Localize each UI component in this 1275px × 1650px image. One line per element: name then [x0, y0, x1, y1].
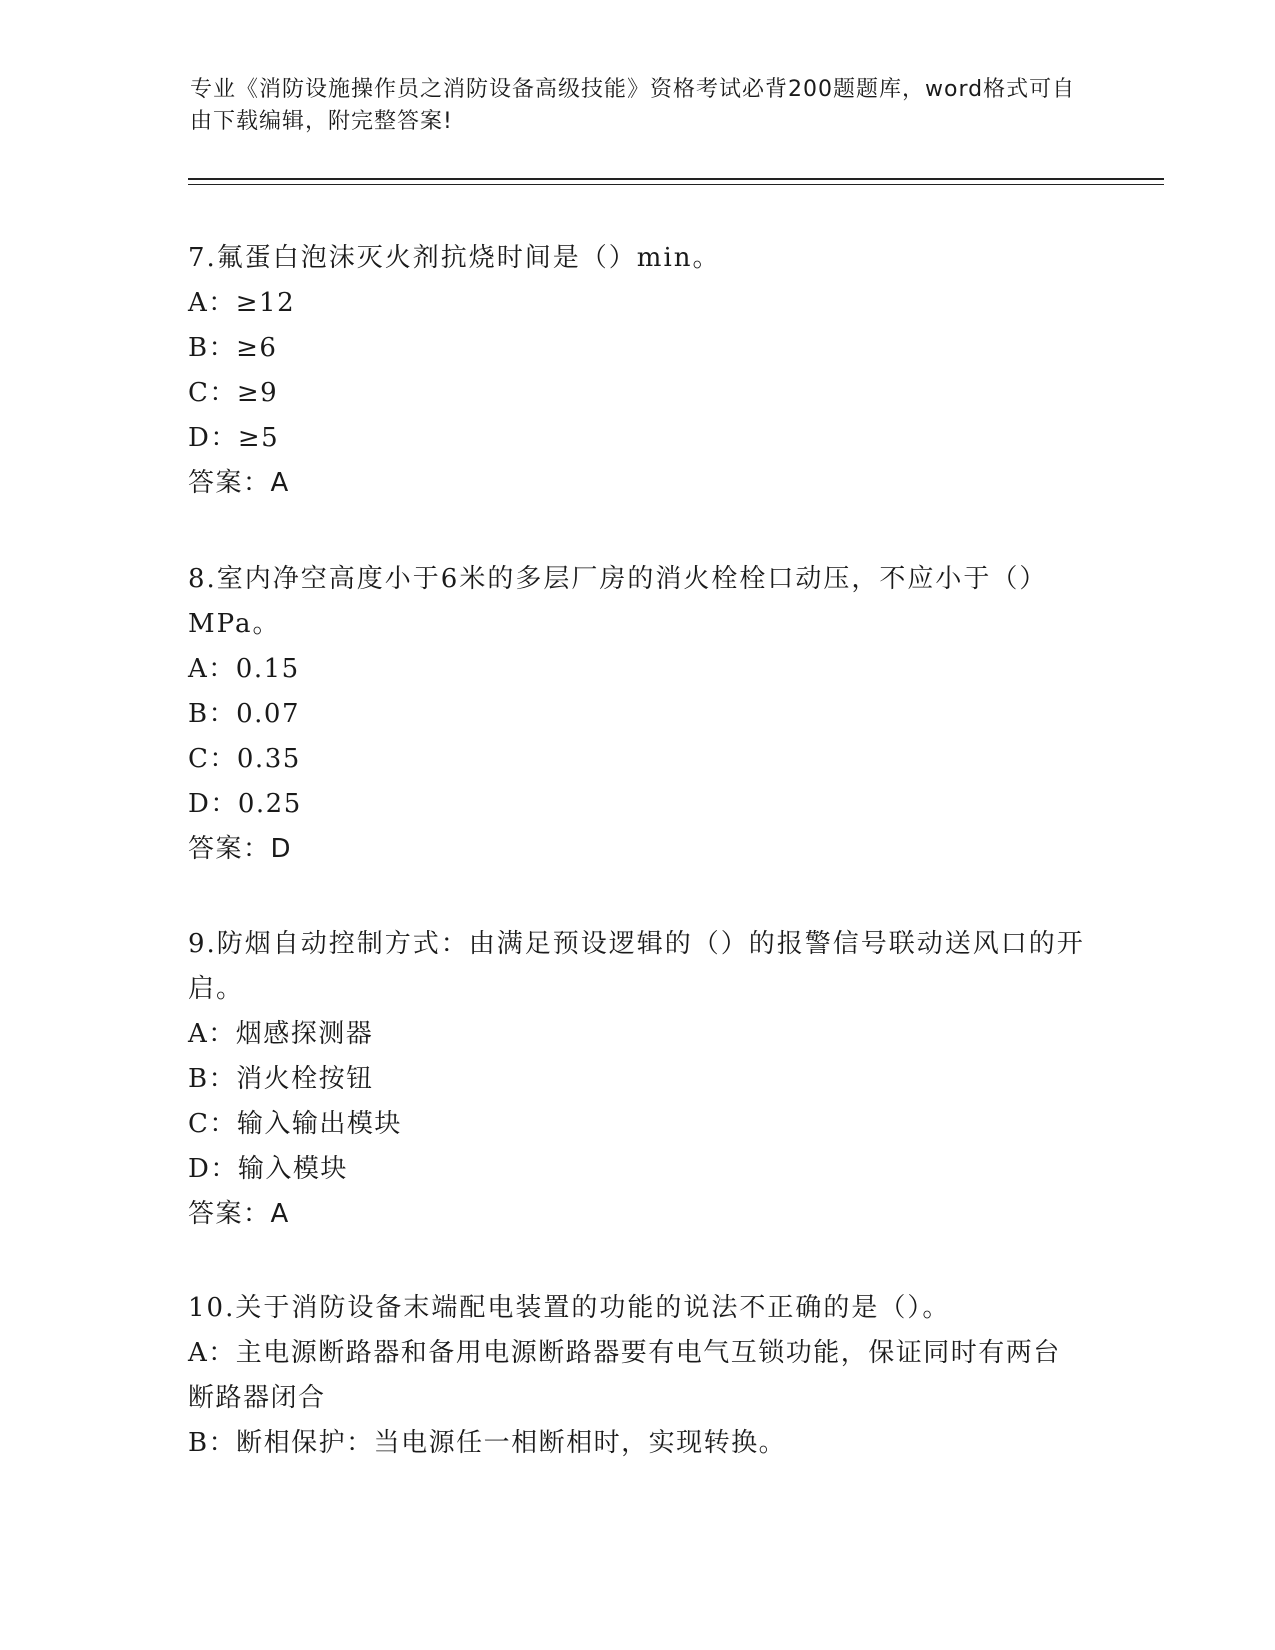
- header-divider-thick: [188, 178, 1164, 180]
- question-stem: 10.关于消防设备末端配电装置的功能的说法不正确的是（）。: [188, 1293, 951, 1323]
- question-8: [188, 557, 1088, 872]
- option-a: A：0.15: [188, 654, 300, 684]
- question-10: [188, 1286, 1088, 1466]
- option-d: D：0.25: [188, 789, 302, 819]
- option-b: B：断相保护：当电源任一相断相时，实现转换。: [188, 1428, 787, 1458]
- answer: 答案：A: [188, 468, 290, 498]
- option-d: D：≥5: [188, 423, 280, 453]
- option-d: D：输入模块: [188, 1154, 348, 1184]
- option-a: A：≥12: [188, 288, 296, 318]
- question-stem: 8.室内净空高度小于6米的多层厂房的消火栓栓口动压，不应小于（）MPa。: [188, 564, 1048, 639]
- question-7: [188, 236, 1088, 506]
- option-c: C：0.35: [188, 744, 301, 774]
- question-9: [188, 922, 1088, 1237]
- answer: 答案：D: [188, 834, 293, 864]
- option-a: A：烟感探测器: [188, 1019, 374, 1049]
- answer: 答案：A: [188, 1199, 290, 1229]
- header-divider-thin: [188, 184, 1164, 185]
- option-b: B：消火栓按钮: [188, 1064, 374, 1094]
- document-header: 专业《消防设施操作员之消防设备高级技能》资格考试必背200题题库，word格式可自由下载编辑，附完整答案!: [190, 77, 1076, 134]
- option-b: B：0.07: [188, 699, 300, 729]
- question-stem: 7.氟蛋白泡沫灭火剂抗烧时间是（）min。: [188, 243, 721, 273]
- question-stem: 9.防烟自动控制方式：由满足预设逻辑的（）的报警信号联动送风口的开启。: [188, 929, 1085, 1004]
- option-c: C：≥9: [188, 378, 279, 408]
- option-c: C：输入输出模块: [188, 1109, 402, 1139]
- option-a: A：主电源断路器和备用电源断路器要有电气互锁功能，保证同时有两台断路器闭合: [188, 1338, 1061, 1413]
- option-b: B：≥6: [188, 333, 278, 363]
